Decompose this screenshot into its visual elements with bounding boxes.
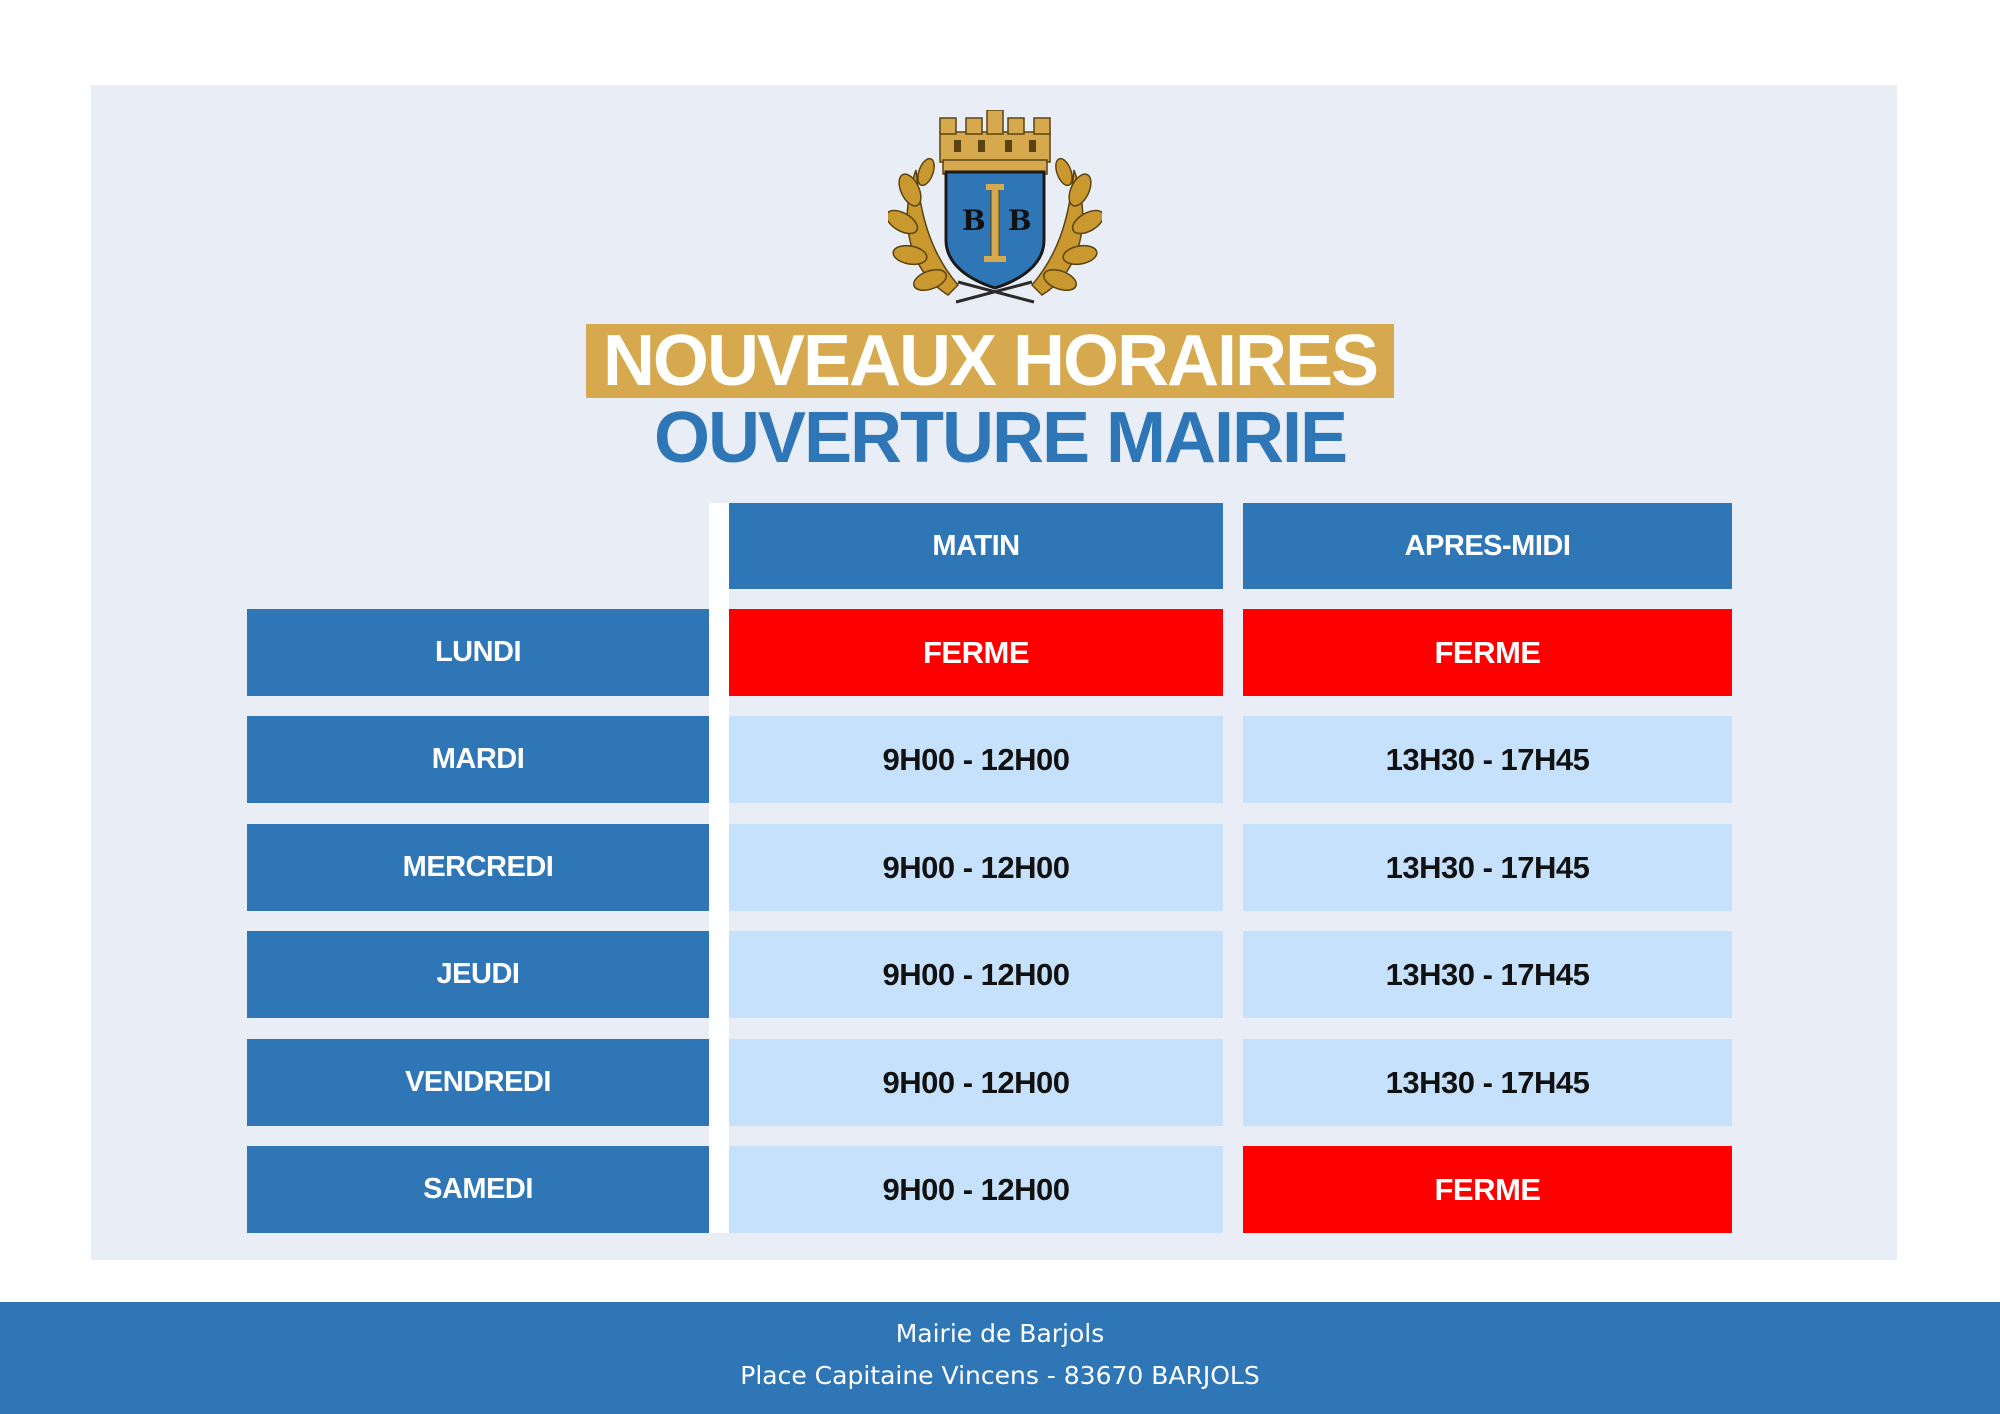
afternoon-hours: 13H30 - 17H45 (1243, 824, 1732, 911)
morning-hours: 9H00 - 12H00 (729, 1039, 1223, 1126)
afternoon-hours: 13H30 - 17H45 (1243, 716, 1732, 803)
morning-hours: 9H00 - 12H00 (729, 1146, 1223, 1233)
header-apres-midi: APRES-MIDI (1243, 503, 1732, 589)
afternoon-hours: 13H30 - 17H45 (1243, 1039, 1732, 1126)
afternoon-hours: 13H30 - 17H45 (1243, 931, 1732, 1018)
page-title: NOUVEAUX HORAIRES (602, 321, 1378, 401)
day-label: SAMEDI (247, 1146, 709, 1233)
morning-hours: 9H00 - 12H00 (729, 931, 1223, 1018)
day-label: JEUDI (247, 931, 709, 1018)
day-label: MARDI (247, 716, 709, 803)
afternoon-hours: FERME (1243, 1146, 1732, 1233)
column-separator (709, 503, 729, 1233)
day-label: MERCREDI (247, 824, 709, 911)
coat-of-arms-icon (888, 110, 1102, 305)
footer-name: Mairie de Barjols (895, 1319, 1105, 1348)
footer-address: Place Capitaine Vincens - 83670 BARJOLS (740, 1361, 1260, 1390)
footer (0, 1302, 2000, 1414)
afternoon-hours: FERME (1243, 609, 1732, 696)
svg-text:B: B (1008, 204, 1032, 237)
day-label: VENDREDI (247, 1039, 709, 1126)
morning-hours: 9H00 - 12H00 (729, 716, 1223, 803)
header-matin: MATIN (729, 503, 1223, 589)
morning-hours: FERME (729, 609, 1223, 696)
page-subtitle: OUVERTURE MAIRIE (653, 398, 1347, 478)
morning-hours: 9H00 - 12H00 (729, 824, 1223, 911)
day-label: LUNDI (247, 609, 709, 696)
emblem-letters: B (962, 204, 986, 237)
